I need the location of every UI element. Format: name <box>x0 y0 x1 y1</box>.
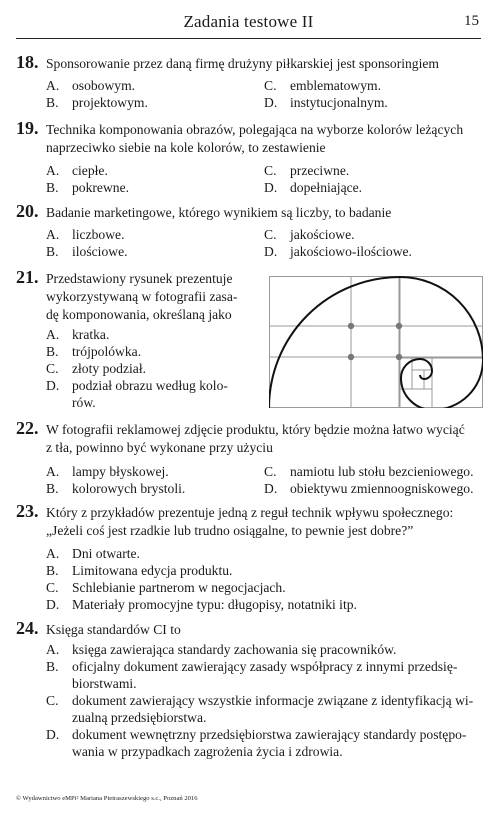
grid-point <box>348 354 354 360</box>
option-b: B. kolorowych brystoli. <box>46 481 186 496</box>
grid-point <box>396 354 402 360</box>
question-text-line-1: Który z przykładów prezentuje jedną z reguł technik wpływu społecznego: <box>46 505 454 520</box>
question-text-line-2: z tła, powinno być wykonane przy użyciu <box>46 440 273 455</box>
question-text-line-1: Przedstawiony rysunek prezentuje <box>46 271 233 286</box>
footer-copyright: © Wydawnictwo eMPi² Mariana Pietraszewskiego s.c., Poznań 2016 <box>16 795 198 802</box>
option-a: A. ciepłe. <box>46 163 108 178</box>
option-d: D. dopełniające. <box>264 180 363 195</box>
option-c: C. jakościowe. <box>264 227 355 242</box>
grid-point <box>396 323 402 329</box>
question-number: 20. <box>16 201 39 221</box>
option-b: B. projektowym. <box>46 95 148 110</box>
figure-border <box>270 277 483 408</box>
option-a: A. Dni otwarte. <box>46 546 140 561</box>
page-number: 15 <box>464 13 479 29</box>
question-text: Sponsorowanie przez daną firmę drużyny piłkarskiej jest sponsoringiem <box>46 56 439 71</box>
option-c: C. emblematowym. <box>264 78 381 93</box>
option-b: B. Limitowana edycja produktu. <box>46 563 233 578</box>
question-text-line-2: naprzeciwko siebie na kole kolorów, to zestawienie <box>46 140 326 155</box>
page-header <box>16 12 481 39</box>
option-b: B. pokrewne. <box>46 180 129 195</box>
option-d: D. instytucjonalnym. <box>264 95 388 110</box>
option-c: C. dokument zawierający wszystkie informacje związane z identyfikacją wi- <box>46 693 474 708</box>
question-number: 21. <box>16 267 39 287</box>
option-b: B. trójpolówka. <box>46 344 142 359</box>
question-text: Badanie marketingowe, którego wynikiem są liczby, to badanie <box>46 205 392 220</box>
question-text: Księga standardów CI to <box>46 622 181 637</box>
question-number: 23. <box>16 501 39 521</box>
question-number: 18. <box>16 52 39 72</box>
option-d-continued: wania w przypadkach zagrożenia życia i zdrowia. <box>72 744 343 759</box>
option-a: A. kratka. <box>46 327 110 342</box>
option-d: D. dokument wewnętrzny przedsiębiorstwa zawierający standardy postępo- <box>46 727 467 742</box>
option-a: A. lampy błyskowej. <box>46 464 169 479</box>
question-text-line-1: W fotografii reklamowej zdjęcie produktu, który będzie można łatwo wyciąć <box>46 422 465 437</box>
option-d: D. obiektywu zmiennoogniskowego. <box>264 481 474 496</box>
question-number: 24. <box>16 618 39 638</box>
option-a: A. osobowym. <box>46 78 136 93</box>
question-text-line-1: Technika komponowania obrazów, polegająca na wyborze kolorów leżących <box>46 122 464 137</box>
option-b-continued: biorstwami. <box>72 676 137 691</box>
option-d: D. podział obrazu według kolo- <box>46 378 228 393</box>
option-c-continued: zualną przedsiębiorstwa. <box>72 710 207 725</box>
question-text-line-3: dę komponowania, określaną jako <box>46 307 232 322</box>
option-c: C. przeciwne. <box>264 163 350 178</box>
question-number: 22. <box>16 418 39 438</box>
question-number: 19. <box>16 118 39 138</box>
option-d: D. Materiały promocyjne typu: długopisy, notatniki itp. <box>46 597 357 612</box>
option-c: C. Schlebianie partnerom w negocjacjach. <box>46 580 286 595</box>
option-a: A. księga zawierająca standardy zachowania się pracowników. <box>46 642 397 657</box>
option-c: C. złoty podział. <box>46 361 146 376</box>
option-d-continued: rów. <box>72 395 96 410</box>
option-b: B. ilościowe. <box>46 244 128 259</box>
golden-spiral <box>269 277 483 408</box>
golden-spiral-figure <box>269 276 483 408</box>
option-c: C. namiotu lub stołu bezcieniowego. <box>264 464 474 479</box>
question-text-line-2: wykorzystywaną w fotografii zasa- <box>46 289 238 304</box>
header-title: Zadania testowe II <box>183 12 314 31</box>
option-d: D. jakościowo-ilościowe. <box>264 244 412 259</box>
option-b: B. oficjalny dokument zawierający zasady współpracy z innymi przedsię- <box>46 659 458 674</box>
option-a: A. liczbowe. <box>46 227 125 242</box>
grid-point <box>348 323 354 329</box>
question-text-line-2: „Jeżeli coś jest rzadkie lub trudno osiągalne, to pewnie jest dobre?” <box>46 523 414 538</box>
